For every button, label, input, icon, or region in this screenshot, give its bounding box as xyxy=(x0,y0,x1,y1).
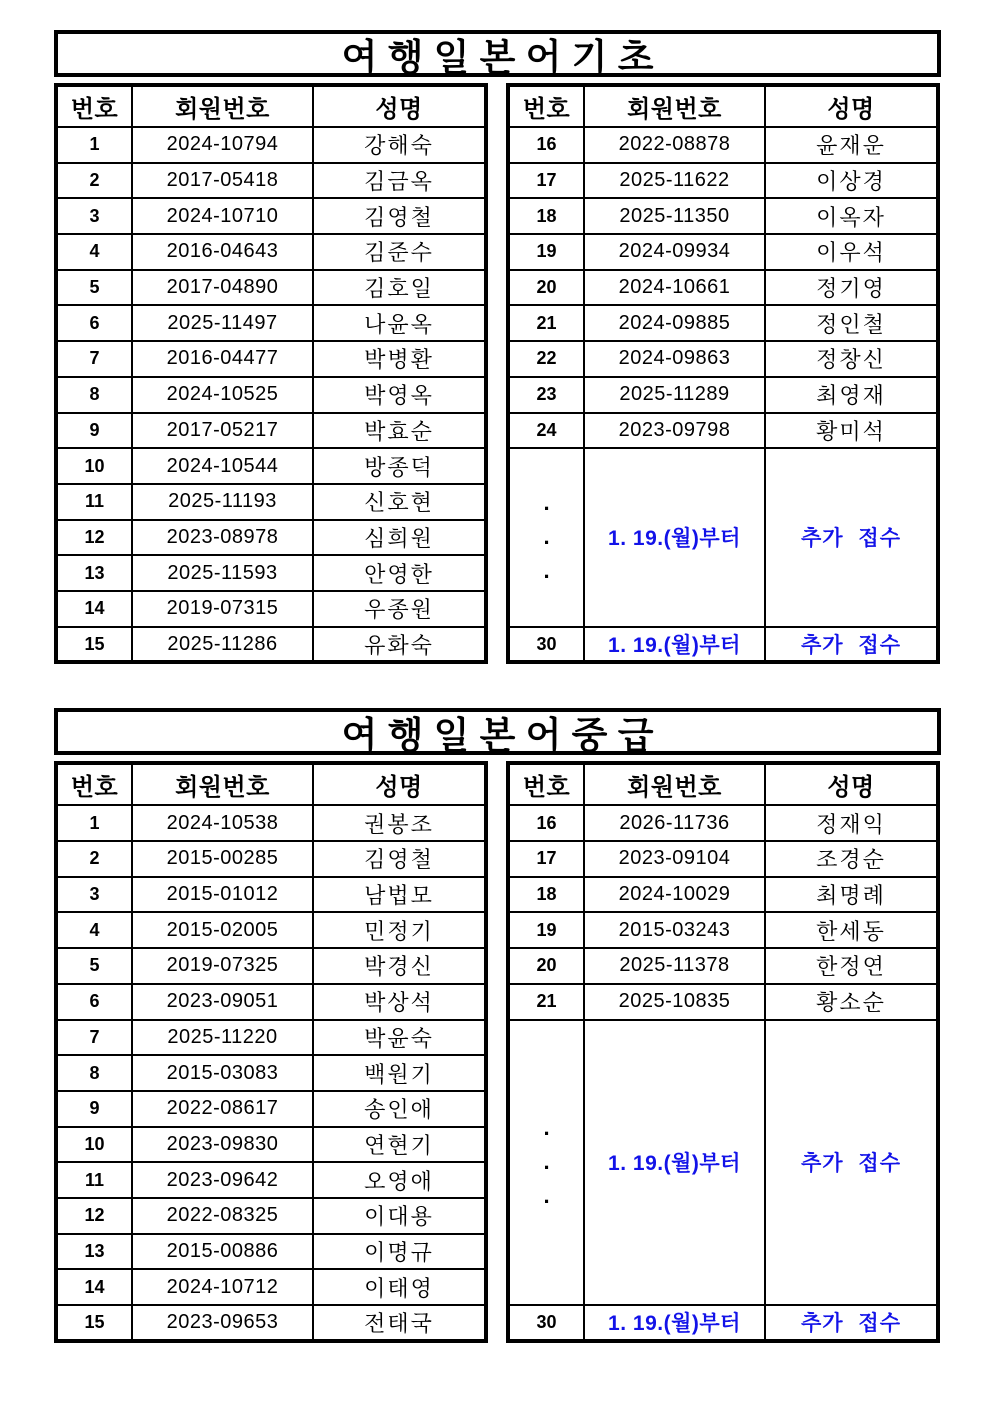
member-row xyxy=(56,591,486,627)
member-id-cell: 2022-08878 xyxy=(584,127,765,163)
member-row xyxy=(56,341,486,377)
header-row xyxy=(56,85,486,127)
column-header-member-id: 회원번호 xyxy=(132,763,313,805)
member-name-cell: 연현기 xyxy=(313,1127,486,1163)
member-id-cell: 2015-00886 xyxy=(132,1234,313,1270)
member-id-cell: 2025-11350 xyxy=(584,198,765,234)
member-no-cell: 22 xyxy=(508,341,584,377)
member-id-cell: 2024-10538 xyxy=(132,805,313,841)
member-row xyxy=(56,948,486,984)
member-no-cell: 11 xyxy=(56,484,132,520)
member-id-cell: 2024-10712 xyxy=(132,1269,313,1305)
member-id-cell: 2015-00285 xyxy=(132,841,313,877)
member-no-cell: 5 xyxy=(56,948,132,984)
dot-glyph: . xyxy=(543,1183,550,1209)
course-title-box-basic xyxy=(54,30,941,77)
member-row xyxy=(56,555,486,591)
member-id-cell: 2015-02005 xyxy=(132,912,313,948)
member-name-cell: 이대용 xyxy=(313,1198,486,1234)
member-id-cell: 2025-10835 xyxy=(584,984,765,1020)
member-id-cell: 2025-11378 xyxy=(584,948,765,984)
member-name-cell: 안영한 xyxy=(313,555,486,591)
member-row xyxy=(56,1127,486,1163)
member-no-cell: 7 xyxy=(56,341,132,377)
member-id-cell: 2023-09104 xyxy=(584,841,765,877)
member-row xyxy=(508,1305,938,1341)
member-row xyxy=(56,1234,486,1270)
member-id-cell: 2023-09798 xyxy=(584,413,765,449)
member-name-cell: 우종원 xyxy=(313,591,486,627)
member-no-cell: 20 xyxy=(508,948,584,984)
member-id-cell: 2017-04890 xyxy=(132,270,313,306)
member-row xyxy=(508,877,938,913)
member-id-cell: 2024-09863 xyxy=(584,341,765,377)
member-id-cell: 2024-09934 xyxy=(584,234,765,270)
member-id-cell: 2024-10029 xyxy=(584,877,765,913)
column-header-name: 성명 xyxy=(765,763,938,805)
member-no-cell: 16 xyxy=(508,805,584,841)
member-no-cell: 14 xyxy=(56,591,132,627)
member-row xyxy=(56,1091,486,1127)
member-id-cell: 2023-09051 xyxy=(132,984,313,1020)
member-row xyxy=(56,805,486,841)
member-name-cell: 박상석 xyxy=(313,984,486,1020)
course-title-basic: 여 행 일 본 어 기 초 xyxy=(341,36,654,78)
member-no-cell: 7 xyxy=(56,1020,132,1056)
member-id-cell: 2015-03083 xyxy=(132,1055,313,1091)
member-no-cell: 3 xyxy=(56,198,132,234)
registration-date-cell: 1. 19.(월)부터 xyxy=(584,627,765,663)
roster-tables-basic xyxy=(54,83,941,664)
member-no-cell: 13 xyxy=(56,1234,132,1270)
member-name-cell: 정창신 xyxy=(765,341,938,377)
member-name-cell: 김금옥 xyxy=(313,163,486,199)
member-id-cell: 2015-01012 xyxy=(132,877,313,913)
header-row xyxy=(508,85,938,127)
member-id-cell: 2016-04477 xyxy=(132,341,313,377)
additional-registration-cell: 추가 접수 xyxy=(765,627,938,663)
member-id-cell: 2015-03243 xyxy=(584,912,765,948)
roster-table-basic-right xyxy=(506,83,940,664)
additional-registration-cell: 추가 접수 xyxy=(765,1305,938,1341)
member-no-cell: 19 xyxy=(508,912,584,948)
member-name-cell: 정인철 xyxy=(765,305,938,341)
ellipsis-dots xyxy=(510,1115,583,1209)
member-no-cell: 23 xyxy=(508,377,584,413)
member-id-cell: 2016-04643 xyxy=(132,234,313,270)
member-row xyxy=(508,377,938,413)
member-no-cell: 10 xyxy=(56,448,132,484)
member-no-cell: 13 xyxy=(56,555,132,591)
member-no-cell: 14 xyxy=(56,1269,132,1305)
member-id-cell: 2025-11220 xyxy=(132,1020,313,1056)
member-row xyxy=(56,984,486,1020)
member-row xyxy=(56,377,486,413)
member-name-cell: 박영옥 xyxy=(313,377,486,413)
member-id-cell: 2022-08617 xyxy=(132,1091,313,1127)
member-row xyxy=(56,484,486,520)
member-row xyxy=(56,1269,486,1305)
column-header-name: 성명 xyxy=(765,85,938,127)
member-name-cell: 권봉조 xyxy=(313,805,486,841)
member-no-cell: 12 xyxy=(56,520,132,556)
member-name-cell: 신호현 xyxy=(313,484,486,520)
member-name-cell: 오영애 xyxy=(313,1162,486,1198)
member-name-cell: 이상경 xyxy=(765,163,938,199)
column-header-no: 번호 xyxy=(56,85,132,127)
member-row xyxy=(508,234,938,270)
member-name-cell: 최명례 xyxy=(765,877,938,913)
member-no-cell: 6 xyxy=(56,984,132,1020)
member-id-cell: 2025-11497 xyxy=(132,305,313,341)
member-no-cell: 30 xyxy=(508,627,584,663)
member-row xyxy=(56,1020,486,1056)
section-travel-japanese-basic xyxy=(54,30,941,664)
member-name-cell: 방종덕 xyxy=(313,448,486,484)
registration-date-cell: 1. 19.(월)부터 xyxy=(584,1305,765,1341)
member-name-cell: 이우석 xyxy=(765,234,938,270)
column-header-name: 성명 xyxy=(313,85,486,127)
member-name-cell: 박효순 xyxy=(313,413,486,449)
member-row xyxy=(508,127,938,163)
member-no-cell: 2 xyxy=(56,163,132,199)
member-row xyxy=(56,1198,486,1234)
roster-table-intermediate-left xyxy=(54,761,488,1342)
member-name-cell: 이태영 xyxy=(313,1269,486,1305)
member-row xyxy=(56,1305,486,1341)
member-no-cell: 18 xyxy=(508,877,584,913)
column-header-no: 번호 xyxy=(508,85,584,127)
member-id-cell: 2023-09830 xyxy=(132,1127,313,1163)
roster-table-basic-left xyxy=(54,83,488,664)
dot-glyph: . xyxy=(543,490,550,516)
member-name-cell: 백원기 xyxy=(313,1055,486,1091)
member-name-cell: 황미석 xyxy=(765,413,938,449)
member-name-cell: 최영재 xyxy=(765,377,938,413)
member-row xyxy=(56,627,486,663)
member-id-cell: 2024-10544 xyxy=(132,448,313,484)
roster-tables-intermediate xyxy=(54,761,941,1342)
member-row xyxy=(56,127,486,163)
member-no-cell: 24 xyxy=(508,413,584,449)
additional-registration-row xyxy=(508,1020,938,1306)
header-row xyxy=(508,763,938,805)
member-no-cell: 30 xyxy=(508,1305,584,1341)
member-row xyxy=(56,520,486,556)
member-name-cell: 한정연 xyxy=(765,948,938,984)
member-no-cell: 1 xyxy=(56,805,132,841)
member-name-cell: 박윤숙 xyxy=(313,1020,486,1056)
member-name-cell: 박경신 xyxy=(313,948,486,984)
member-no-cell: 19 xyxy=(508,234,584,270)
member-no-cell: 9 xyxy=(56,413,132,449)
dot-glyph: . xyxy=(543,1149,550,1175)
member-row xyxy=(508,163,938,199)
member-row xyxy=(56,234,486,270)
member-id-cell: 2024-10661 xyxy=(584,270,765,306)
member-no-cell: 18 xyxy=(508,198,584,234)
member-no-cell: 16 xyxy=(508,127,584,163)
member-name-cell: 김영철 xyxy=(313,841,486,877)
header-row xyxy=(56,763,486,805)
member-no-cell: 11 xyxy=(56,1162,132,1198)
member-no-cell: 3 xyxy=(56,877,132,913)
member-id-cell: 2017-05217 xyxy=(132,413,313,449)
member-row xyxy=(508,198,938,234)
ellipsis-dots xyxy=(510,490,583,584)
member-row xyxy=(508,984,938,1020)
member-id-cell: 2025-11193 xyxy=(132,484,313,520)
member-name-cell: 심희원 xyxy=(313,520,486,556)
member-name-cell: 황소순 xyxy=(765,984,938,1020)
member-no-cell: 4 xyxy=(56,912,132,948)
member-name-cell: 윤재운 xyxy=(765,127,938,163)
member-no-cell: 6 xyxy=(56,305,132,341)
member-row xyxy=(508,627,938,663)
additional-registration-cell: 추가 접수 xyxy=(765,448,938,627)
member-row xyxy=(56,270,486,306)
member-name-cell: 김영철 xyxy=(313,198,486,234)
section-travel-japanese-intermediate xyxy=(54,708,941,1342)
member-row xyxy=(56,163,486,199)
member-name-cell: 유화숙 xyxy=(313,627,486,663)
member-no-cell: 9 xyxy=(56,1091,132,1127)
member-row xyxy=(56,448,486,484)
registration-date-cell: 1. 19.(월)부터 xyxy=(584,448,765,627)
member-row xyxy=(508,305,938,341)
member-row xyxy=(508,270,938,306)
ellipsis-dots-cell xyxy=(508,1020,584,1306)
member-name-cell: 전태국 xyxy=(313,1305,486,1341)
member-name-cell: 김호일 xyxy=(313,270,486,306)
member-name-cell: 이옥자 xyxy=(765,198,938,234)
member-row xyxy=(56,912,486,948)
member-name-cell: 정기영 xyxy=(765,270,938,306)
column-header-member-id: 회원번호 xyxy=(132,85,313,127)
member-row xyxy=(56,1162,486,1198)
member-no-cell: 17 xyxy=(508,841,584,877)
member-id-cell: 2024-10710 xyxy=(132,198,313,234)
member-id-cell: 2025-11593 xyxy=(132,555,313,591)
member-no-cell: 10 xyxy=(56,1127,132,1163)
column-header-no: 번호 xyxy=(508,763,584,805)
member-row xyxy=(508,912,938,948)
member-id-cell: 2023-09642 xyxy=(132,1162,313,1198)
member-row xyxy=(508,948,938,984)
member-no-cell: 4 xyxy=(56,234,132,270)
member-no-cell: 1 xyxy=(56,127,132,163)
member-id-cell: 2025-11286 xyxy=(132,627,313,663)
member-row xyxy=(508,413,938,449)
member-row xyxy=(56,877,486,913)
member-name-cell: 박병환 xyxy=(313,341,486,377)
member-name-cell: 김준수 xyxy=(313,234,486,270)
additional-registration-cell: 추가 접수 xyxy=(765,1020,938,1306)
member-no-cell: 17 xyxy=(508,163,584,199)
member-name-cell: 한세동 xyxy=(765,912,938,948)
member-row xyxy=(508,841,938,877)
member-row xyxy=(56,305,486,341)
member-name-cell: 이명규 xyxy=(313,1234,486,1270)
member-row xyxy=(508,805,938,841)
member-row xyxy=(56,1055,486,1091)
member-id-cell: 2017-05418 xyxy=(132,163,313,199)
member-no-cell: 12 xyxy=(56,1198,132,1234)
member-name-cell: 정재익 xyxy=(765,805,938,841)
member-name-cell: 나윤옥 xyxy=(313,305,486,341)
member-no-cell: 21 xyxy=(508,984,584,1020)
course-title-intermediate: 여 행 일 본 어 중 급 xyxy=(341,714,654,756)
member-id-cell: 2024-10525 xyxy=(132,377,313,413)
course-title-box-intermediate xyxy=(54,708,941,755)
ellipsis-dots-cell xyxy=(508,448,584,627)
member-no-cell: 15 xyxy=(56,1305,132,1341)
member-name-cell: 민정기 xyxy=(313,912,486,948)
additional-registration-row xyxy=(508,448,938,627)
member-id-cell: 2019-07325 xyxy=(132,948,313,984)
member-no-cell: 8 xyxy=(56,377,132,413)
member-id-cell: 2022-08325 xyxy=(132,1198,313,1234)
column-header-no: 번호 xyxy=(56,763,132,805)
member-row xyxy=(56,413,486,449)
member-id-cell: 2019-07315 xyxy=(132,591,313,627)
member-id-cell: 2026-11736 xyxy=(584,805,765,841)
registration-date-cell: 1. 19.(월)부터 xyxy=(584,1020,765,1306)
member-id-cell: 2024-09885 xyxy=(584,305,765,341)
member-row xyxy=(56,198,486,234)
member-row xyxy=(508,341,938,377)
member-no-cell: 5 xyxy=(56,270,132,306)
roster-table-intermediate-right xyxy=(506,761,940,1342)
member-no-cell: 2 xyxy=(56,841,132,877)
member-id-cell: 2023-08978 xyxy=(132,520,313,556)
member-id-cell: 2025-11289 xyxy=(584,377,765,413)
member-no-cell: 8 xyxy=(56,1055,132,1091)
column-header-member-id: 회원번호 xyxy=(584,85,765,127)
member-no-cell: 15 xyxy=(56,627,132,663)
member-no-cell: 20 xyxy=(508,270,584,306)
column-header-member-id: 회원번호 xyxy=(584,763,765,805)
dot-glyph: . xyxy=(543,558,550,584)
dot-glyph: . xyxy=(543,1115,550,1141)
member-id-cell: 2025-11622 xyxy=(584,163,765,199)
member-name-cell: 강해숙 xyxy=(313,127,486,163)
member-name-cell: 송인애 xyxy=(313,1091,486,1127)
member-name-cell: 조경순 xyxy=(765,841,938,877)
member-row xyxy=(56,841,486,877)
member-id-cell: 2024-10794 xyxy=(132,127,313,163)
member-name-cell: 남법모 xyxy=(313,877,486,913)
dot-glyph: . xyxy=(543,524,550,550)
member-no-cell: 21 xyxy=(508,305,584,341)
column-header-name: 성명 xyxy=(313,763,486,805)
member-id-cell: 2023-09653 xyxy=(132,1305,313,1341)
